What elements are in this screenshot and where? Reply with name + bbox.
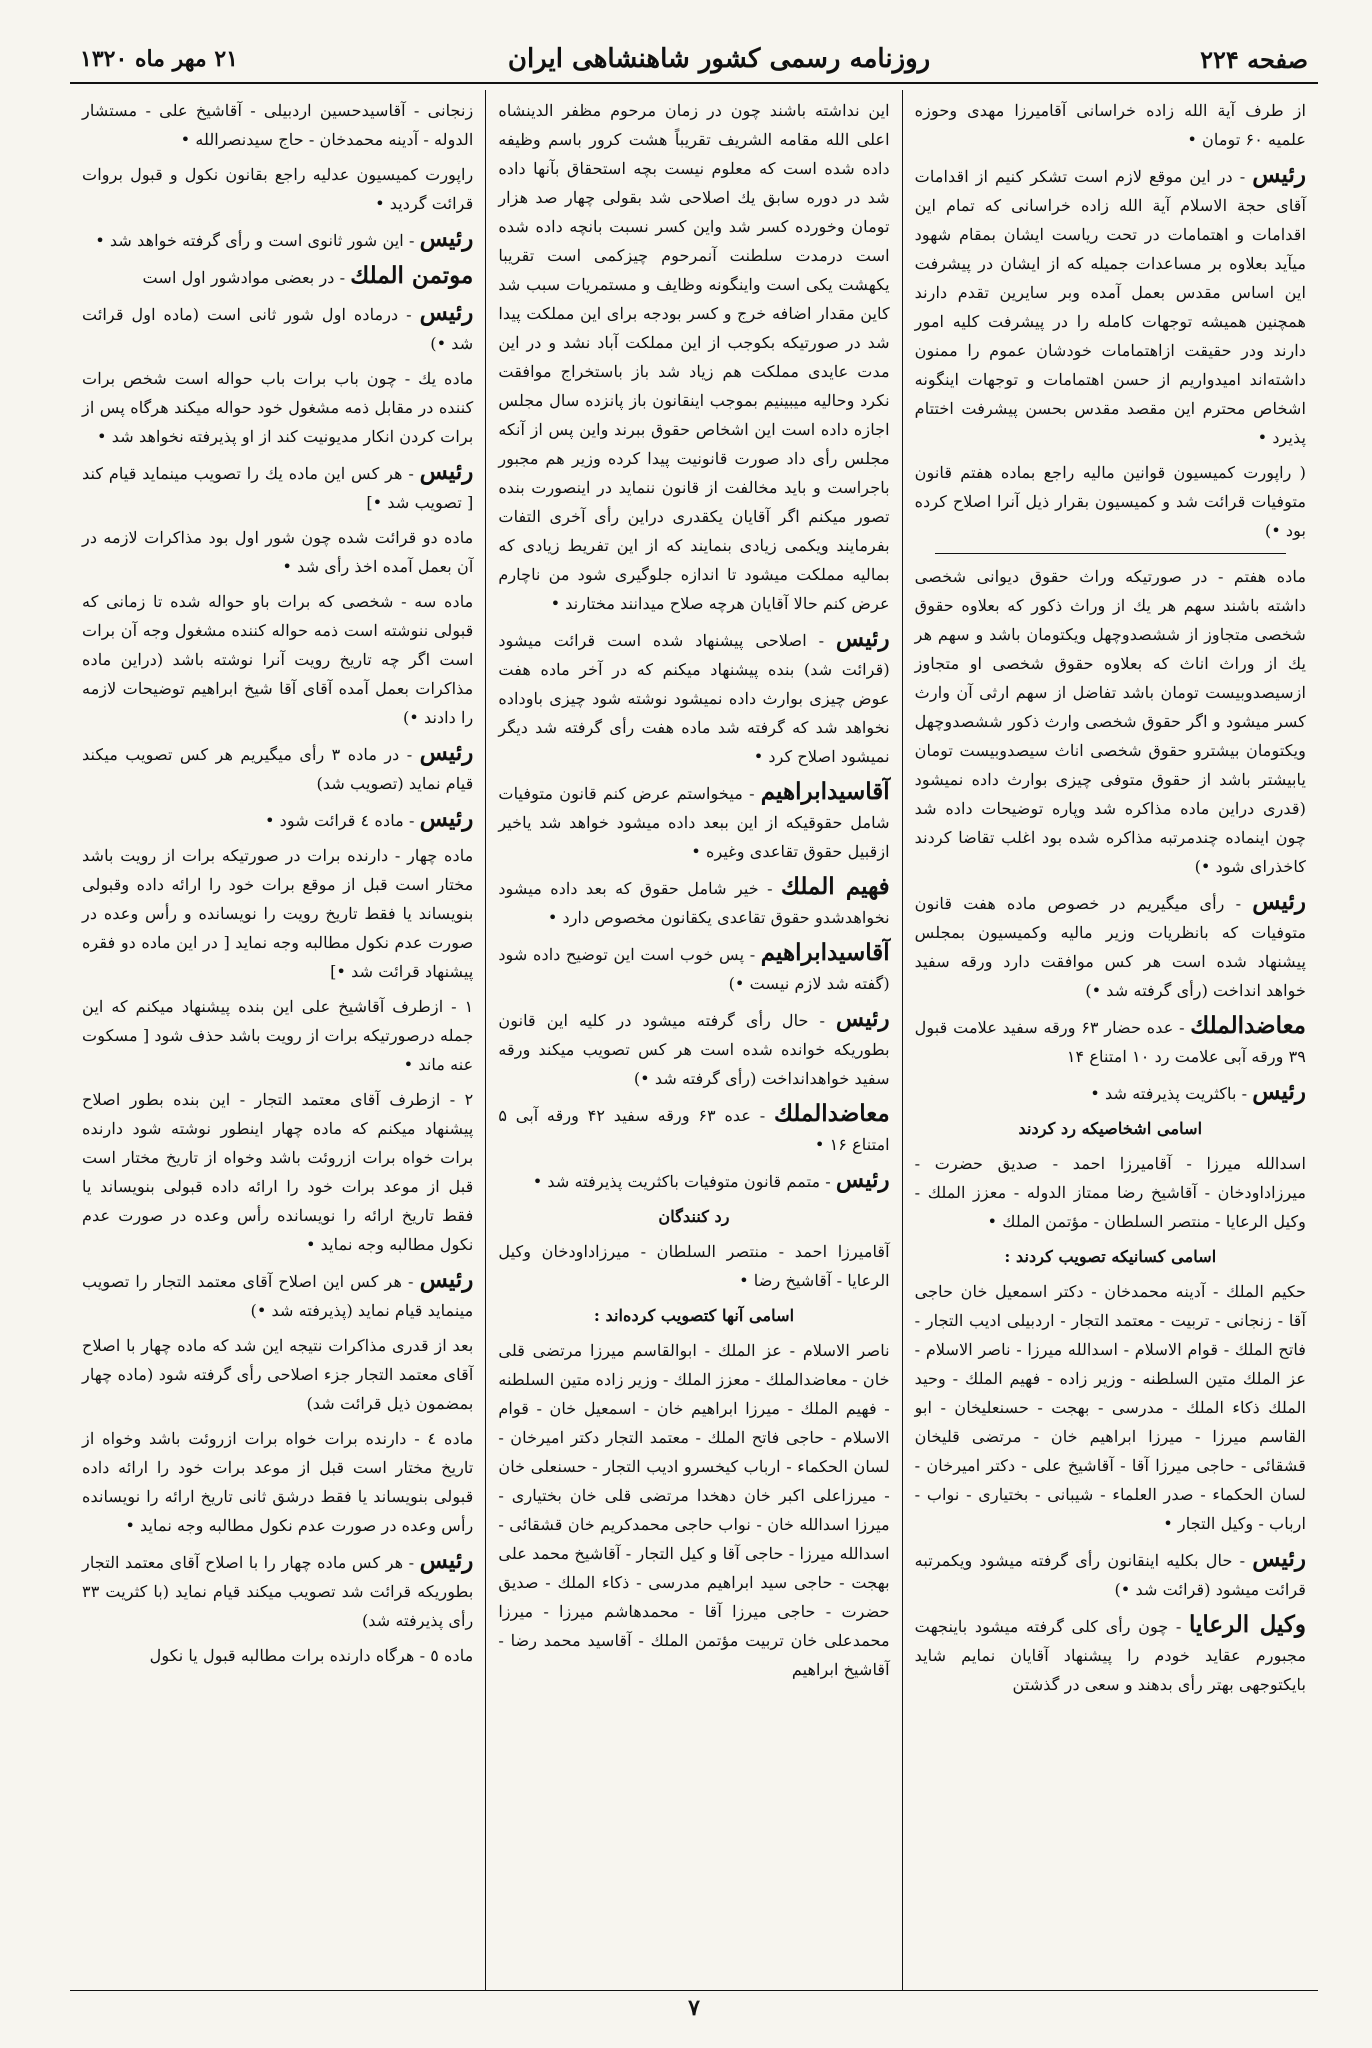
page-index: ۷ (688, 1995, 700, 2021)
speech-text: - عده حضار ۶۳ ورقه سفید علامت قبول ۳۹ ورقه آبی علامت رد ۱۰ امتناع ۱۴ (914, 1018, 1306, 1066)
speech-text: - پس خوب است این توضیح داده شود (گفته شد لازم نیست •) (498, 945, 890, 993)
speech (915, 1610, 1306, 1699)
name-list: آقامیرزا احمد - منتصر السلطان - میرزاداودخان وکیل الرعایا - آقاشیخ رضا • (498, 1242, 890, 1290)
speech (498, 777, 889, 866)
speaker-name: آقاسیدابراهیم (760, 939, 890, 966)
column-3 (70, 90, 486, 1990)
paragraph: این نداشته باشند چون در زمان مرحوم مظفر الدینشاه اعلی الله مقامه الشریف تقریباً هشت کرور باسم وظیفه داده شده است که معلوم نیست بچه استحقاق بآنها داده شد در دوره سابق یك اصلاحی شد بقولی چهار صد هزار تومان وخورده کسر شد واین کسر نسبت بانچه داده شده است درمدت سلطنت آنمرحوم چیزکمی است تقریبا یکهشت یکی است واینگونه وظایف و مستمریات سبب شد کاین مقدار اضافه خرج و کسر بودجه برای این مملکت پیدا شد در صورتیکه بکوجب از این مملکت آباد نشد و در این مدت عایدی مملکت هم زیاد شد باز باستخراج موافقت نکرد وحالیه میبینیم بموجب اینقانون باز پانزده سال مجلس اجازه داده است این اشخاص حقوق ببرند واین پس از آنکه مجلس رأی داد صورت قانونیت پیدا کرده وزیر هم مجبور باجراست و باید مخالفت از قانون ننماید در اینصورت بنده تصور میکنم اگر آقایان یکقدری دراین رأی آخری التفات بفرمایند ویکمی زیادی بنمایند که از این تفریط زیادی که بمالیه مملکت میشود تا اندازه جلوگیری شود من ناچارم عرض کنم حالا آقایان هرچه صلاح میدانند مختارند • (498, 101, 890, 613)
name-list: اسدالله میرزا - آقامیرزا احمد - صدیق حضرت - میرزاداودخان - آقاشیخ رضا ممتاز الدوله - معزز الملك - وکیل الرعایا - منتصر السلطان - مؤتمن الملك • (914, 1154, 1306, 1231)
speaker-name: رئیس (419, 1266, 474, 1293)
speaker-name: رئیس (1252, 888, 1306, 915)
speech-text: - رأی میگیریم در خصوص ماده هفت قانون متوفیات که بانظریات وزیر مالیه وکمیسیون بمجلس پیشنهاد شده است هر کس موافقت دارد ورقه سفید خواهد انداخت (رأی گرفته شد •) (914, 894, 1306, 1000)
name-list: ناصر الاسلام - عز الملك - ابوالقاسم میرزا مرتضی قلی خان - معاضدالملك - معزز الملك - وزیر زاده متین السلطنه - فهیم الملك - میرزا ابراهیم خان - اسمعیل خان - قوام الاسلام - حاجی فاتح الملك - معتمد التجار دکتر امیرخان - لسان الحکماء - ارباب کیخسرو ادیب التجار - حسنعلی خان - میرزاعلی اکبر خان دهخدا مرتضی قلی خان بختیاری - میرزا اسدالله خان - نواب حاجی محمدکریم خان قشقائی - اسدالله میرزا - حاجی آقا و کیل التجار - آقاشیخ محمد علی بهجت - حاجی سید ابراهیم مدرسی - ذکاء الملك - صدیق حضرت - حاجی میرزا آقا - محمدهاشم میرزا - میرزا محمدعلی خان تربیت مؤتمن الملك - آقاسید محمد رضا - آقاشیخ ابراهیم (498, 1341, 890, 1679)
speech (915, 1544, 1306, 1604)
paragraph: ماده هفتم - در صورتیکه وراث حقوق دیوانی شخصی داشته باشند سهم هر یك از وراث ذکور که بعلاوه حقوق شخصی متجاوز از ششصدوچهل ویکتومان باشد و سهم هر یك از وراث اناث که بعلاوه حقوق شخصی او متجاوز ازسیصدوبیست تومان باشد تفاضل از سهم ارثی آن وارث کسر میشود و اگر حقوق شخصی وارث ذکور ششصدوچهل ویکتومان بیشترو حقوق شخصی اناث سیصدوبیست تومان یابیشتر باشد از حقوق متوفی چیزی بوارث داده نمیشود (قدری دراین ماده مذاکره شد وپاره توضیحات داده شد چون اینماده چندمرتبه مذاکره شده بود اغلب تقاضا کردند کاخذرای شود •) (914, 567, 1306, 876)
speech (498, 1099, 889, 1159)
speech-text: - هر کس ماده چهار را با اصلاح آقای معتمد التجار بطوریکه قرائت شد تصویب میکند قیام نماید (با کثریت ۳۳ رأی پذیرفته شد) (82, 1553, 474, 1630)
speaker-name: رئیس (835, 1166, 890, 1193)
speech-text: - در این موقع لازم است تشکر کنیم از اقدامات آقای حجة الاسلام آیة الله زاده خراسانی که تمام این اقدامات و اهتمامات در تحت ریاست ایشان بمقام شهود میآید بعلاوه بر مساعدات جمیله که از ایشان در پیشرفت این اساس مقدس بعمل آمده وبر سایرین تقدم دارند همچنین همیشه توجهات کامله را در پیشرفت کلیه امور دارند ودر حقیقت ازاهتمامات خودشان عموم را ممنون داشته‌اند امیدواریم از حسن اهتمامات و توجهات اینگونه اشخاص محترم این مقصد مقدس بحسن پیشرفت اختتام پذیرد • (914, 167, 1306, 447)
speech-text: - هر کس این اصلاح آقای معتمد التجار را تصویب مینماید قیام نماید (پذیرفته شد •) (82, 1272, 474, 1320)
speaker-name: رئیس (419, 1547, 474, 1574)
speech (498, 938, 889, 998)
speaker-name: رئیس (1252, 161, 1306, 188)
text-columns (70, 90, 1318, 1991)
speech-text: - متمم قانون متوفیات باکثریت پذیرفته شد • (532, 1172, 836, 1191)
speech-text: - هر کس این ماده یك را تصویب مینماید قیام کند [ تصویب شد •] (82, 464, 474, 512)
speaker-name: رئیس (1252, 1078, 1306, 1105)
column-1 (903, 90, 1318, 1990)
speech-text: - عده ۶۳ ورقه سفید ۴۲ ورقه آبی ۵ امتناع ۱۶ • (498, 1106, 890, 1154)
speech (915, 160, 1306, 452)
newspaper-title: روزنامه رسمی کشور شاهنشاهی ایران (507, 44, 931, 74)
speaker-name: فهیم الملك (780, 873, 890, 900)
speech-text: - باکثریت پذیرفته شد • (1090, 1084, 1253, 1103)
paragraph: ۲ - ازطرف آقای معتمد التجار - این بنده بطور اصلاح پیشنهاد میکنم که ماده چهار اینطور نوشته شود دارنده برات خواه برات ازروئت باشد وخواه از تاریخ مختار است قبل از موعد برات خود را ارائه داده قبولی بنویساند یا فقط تاریخ ارائه را نویسانده رأس وعده در صورت عدم نکول مطالبه وجه نماید • (82, 1090, 474, 1254)
paragraph: ( راپورت کمیسیون قوانین مالیه راجع بماده هفتم قانون متوفیات قرائت شد و کمیسیون بقرار ذیل آنرا اصلاح کرده بود •) (914, 463, 1306, 540)
speaker-name: رئیس (1252, 1545, 1306, 1572)
speaker-name: رئیس (835, 625, 890, 652)
name-list: حکیم الملك - آدینه محمدخان - دکتر اسمعیل خان حاجی آقا - زنجانی - تربیت - معتمد التجار - اردبیلی ادیب التجار - فاتح الملك - قوام الاسلام - اسدالله میرزا - ناصر الاسلام - عز الملك متین السلطنه - وزیر زاده - فهیم الملك - وحید الملك ذکاء الملك - مدرسی - بهجت - حسنعلیخان - ابو القاسم میرزا - میرزا ابراهیم خان - مرتضی قلیخان قشقائی - حاجی میرزا آقا - آقاشیخ علی - دکتر امیرخان - لسان الحکماء - صدر العلماء - شیبانی - بختیاری - نواب - ارباب - وکیل التجار • (914, 1282, 1306, 1533)
masthead (70, 36, 1318, 84)
paragraph: ماده ٥ - هرگاه دارنده برات مطالبه قبول یا نکول (149, 1646, 474, 1665)
speech (498, 1004, 889, 1093)
speech-text: - اصلاحی پیشنهاد شده است قرائت میشود (قرائت شد) بنده پیشنهاد میکنم که در آخر ماده هفت عوض چیزی بوارث داده نمیشود نوشته شود چیزی باوداده نخواهد شد که گرفته شد ماده هفت رأی گرفته شد دیگر نمیشود اصلاح کرد • (498, 631, 890, 766)
speech-text: - حال بکلیه اینقانون رأی گرفته میشود ویکمرتبه قرائت میشود (قرائت شد •) (914, 1551, 1306, 1599)
paragraph: از طرف آیة الله زاده خراسانی آقامیرزا مهدی وحوزه علمیه ۶۰ تومان • (914, 101, 1306, 149)
paragraph: ماده ٤ - دارنده برات خواه برات ازروئت باشد وخواه از تاریخ مختار است قبل از موعد برات خود را ارائه داده قبولی بنویساند یا فقط درشق ثانی تاریخ ارائه را نویسانده رأس وعده در صورت عدم نکول مطالبه وجه نماید • (82, 1429, 474, 1535)
speaker-name: رئیس (419, 805, 474, 832)
speaker-name: موتمن الملك (350, 262, 474, 289)
speech-text: - درماده اول شور ثانی است (ماده اول قرائت شد •) (82, 305, 474, 353)
speech (82, 224, 473, 255)
speech-text: - چون رأی کلی گرفته میشود باینجهت مجبورم عقاید خودم را پیشنهاد آقایان نمایم شاید بایکتوجهی بهتر رأی بدهند و سعی در گذشتن (914, 1617, 1306, 1694)
speech-text: - در بعضی موادشور اول است (142, 268, 351, 287)
speech-text: - خیر شامل حقوق که بعد داده میشود نخواهدشدو حقوق تقاعدی یکقانون مخصوص دارد • (498, 879, 890, 927)
speech (82, 1546, 473, 1635)
list-heading: رد کنندگان (658, 1207, 730, 1226)
speaker-name: رئیس (419, 299, 474, 326)
speech-text: - این شور ثانوی است و رأی گرفته خواهد شد • (95, 231, 420, 250)
paragraph: ماده چهار - دارنده برات در صورتیکه برات از رویت باشد مختار است قبل از موقع برات خود را ارائه داده وقبولی بنویساند یا فقط تاریخ رویت را نویسانده و رأس وعده در صورت عدم نکول مطالبه وجه نماید [ در این ماده دو فقره پیشنهاد قرائت شد •] (82, 846, 474, 981)
speaker-name: رئیس (419, 225, 474, 252)
speaker-name: معاضدالملك (1190, 1012, 1306, 1039)
speech (498, 1165, 889, 1196)
paragraph: راپورت کمیسیون عدلیه راجع بقانون نکول و قبول بروات قرائت گردید • (82, 165, 474, 213)
issue-date: ۲۱ مهر ماه ۱۳۲۰ (80, 46, 238, 72)
divider (935, 553, 1286, 554)
speech (915, 887, 1306, 1005)
speaker-name: رئیس (419, 458, 474, 485)
paragraph: بعد از قدری مذاکرات نتیجه این شد که ماده چهار با اصلاح آقای معتمد التجار جزء اصلاحی رأی گرفته شود (ماده چهار بمضمون ذیل قرائت شد) (82, 1336, 474, 1413)
speech (82, 1265, 473, 1325)
name-list: زنجانی - آقاسیدحسین اردبیلی - آقاشیخ علی - مستشار الدوله - آدینه محمدخان - حاج سیدنصرالله • (82, 101, 474, 149)
list-heading: اسامی کسانیکه تصویب کردند : (1004, 1247, 1217, 1266)
speech-text: - میخواستم عرض کنم قانون متوفیات شامل حقوقیکه از این ببعد داده میشود خواهد شد یاخیر ازقبیل حقوق تقاعدی وغیره • (498, 784, 890, 861)
speaker-name: رئیس (835, 1005, 890, 1032)
speech (82, 261, 473, 292)
list-heading: اسامی اشخاصیکه رد کردند (1018, 1119, 1203, 1138)
speaker-name: رئیس (419, 739, 474, 766)
speech (915, 1077, 1306, 1108)
speech (498, 872, 889, 932)
speech-text: - ماده ٤ قرائت شود • (264, 811, 420, 830)
speaker-name: آقاسیدابراهیم (760, 778, 890, 805)
column-2 (486, 90, 902, 1990)
list-heading: اسامی آنها کتصویب کرده‌اند : (593, 1306, 795, 1325)
paragraph: ماده دو قرائت شده چون شور اول بود مذاکرات لازمه در آن بعمل آمده اخذ رأی شد • (82, 528, 474, 576)
speech (82, 738, 473, 798)
speech (82, 457, 473, 517)
speech (82, 804, 473, 835)
paragraph: ماده سه - شخصی که برات باو حواله شده تا زمانی که قبولی ننوشته است ذمه حواله کننده مشغول وجه آن برات است اگر چه تاریخ رویت آنرا نوشته باشد (دراین ماده مذاکرات بعمل آمده آقای آقا شیخ ابراهیم توضیحات لازمه را دادند •) (82, 592, 474, 727)
page-number: صفحه ۲۲۴ (1200, 44, 1308, 74)
speaker-name: معاضدالملك (773, 1100, 890, 1127)
paragraph: ۱ - ازطرف آقاشیخ علی این بنده پیشنهاد میکنم که این جمله درصورتیکه برات از رویت باشد حذف شود [ مسکوت عنه ماند • (82, 997, 474, 1074)
speech-text: - در ماده ۳ رأی میگیریم هر کس تصویب میکند قیام نماید (تصویب شد) (82, 745, 474, 793)
speech (82, 298, 473, 358)
speech-text: - حال رأی گرفته میشود در کلیه این قانون بطوریکه خوانده شده است هر کس تصویب میکند ورقه سفید خواهدانداخت (رأی گرفته شد •) (498, 1011, 890, 1088)
speaker-name: وکیل الرعایا (1188, 1611, 1306, 1638)
paragraph: ماده یك - چون باب برات باب حواله است شخص برات کننده در مقابل ذمه مشغول خود حواله میکند هرگاه پس از برات کردن انکار مدیونیت کند از او پذیرفته نخواهد شد • (82, 369, 474, 446)
speech (498, 624, 889, 771)
speech (915, 1011, 1306, 1071)
